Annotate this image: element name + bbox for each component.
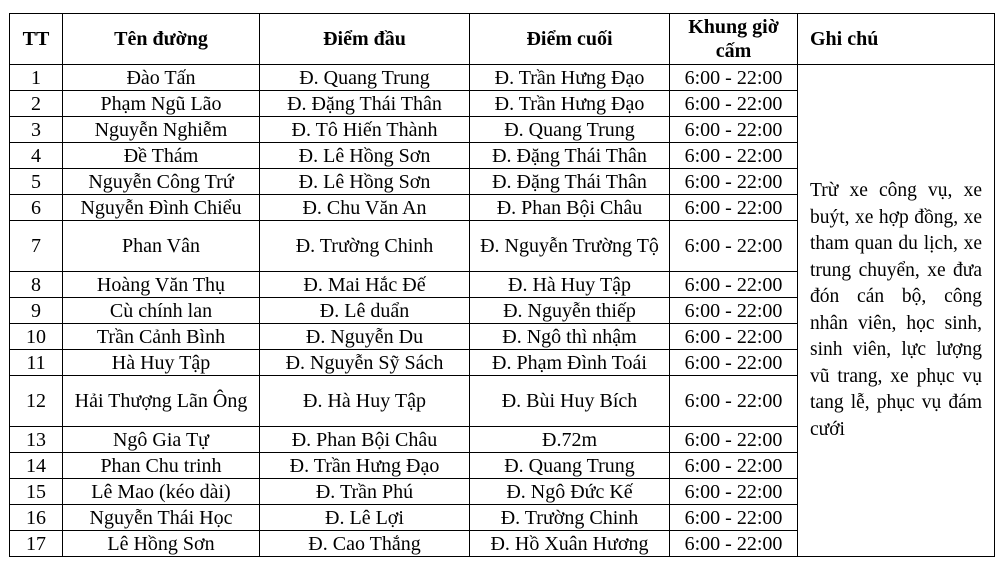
cell-end: Đ. Đặng Thái Thân <box>470 169 670 195</box>
cell-hours: 6:00 - 22:00 <box>670 298 798 324</box>
cell-start: Đ. Trần Phú <box>260 479 470 505</box>
cell-tt: 8 <box>10 272 63 298</box>
cell-end: Đ. Nguyễn thiếp <box>470 298 670 324</box>
cell-start: Đ. Chu Văn An <box>260 195 470 221</box>
header-tt: TT <box>10 14 63 65</box>
cell-tt: 6 <box>10 195 63 221</box>
cell-start: Đ. Lê Lợi <box>260 505 470 531</box>
cell-end: Đ. Bùi Huy Bích <box>470 376 670 427</box>
cell-street: Hải Thượng Lãn Ông <box>63 376 260 427</box>
cell-street: Nguyễn Nghiễm <box>63 117 260 143</box>
cell-tt: 17 <box>10 531 63 557</box>
cell-hours: 6:00 - 22:00 <box>670 143 798 169</box>
cell-street: Nguyễn Thái Học <box>63 505 260 531</box>
cell-start: Đ. Quang Trung <box>260 65 470 91</box>
cell-tt: 13 <box>10 427 63 453</box>
cell-street: Đào Tấn <box>63 65 260 91</box>
cell-end: Đ. Đặng Thái Thân <box>470 143 670 169</box>
cell-start: Đ. Trần Hưng Đạo <box>260 453 470 479</box>
cell-hours: 6:00 - 22:00 <box>670 272 798 298</box>
cell-start: Đ. Lê duẩn <box>260 298 470 324</box>
cell-hours: 6:00 - 22:00 <box>670 221 798 272</box>
cell-start: Đ. Trường Chinh <box>260 221 470 272</box>
cell-end: Đ. Trường Chinh <box>470 505 670 531</box>
cell-end: Đ. Ngô thì nhậm <box>470 324 670 350</box>
cell-end: Đ. Trần Hưng Đạo <box>470 65 670 91</box>
cell-hours: 6:00 - 22:00 <box>670 531 798 557</box>
cell-end: Đ. Quang Trung <box>470 453 670 479</box>
header-street: Tên đường <box>63 14 260 65</box>
cell-tt: 12 <box>10 376 63 427</box>
cell-start: Đ. Lê Hồng Sơn <box>260 169 470 195</box>
header-note: Ghi chú <box>798 14 995 65</box>
cell-street: Nguyễn Công Trứ <box>63 169 260 195</box>
cell-hours: 6:00 - 22:00 <box>670 195 798 221</box>
cell-hours: 6:00 - 22:00 <box>670 427 798 453</box>
cell-tt: 3 <box>10 117 63 143</box>
cell-end: Đ. Phạm Đình Toái <box>470 350 670 376</box>
cell-end: Đ.72m <box>470 427 670 453</box>
cell-end: Đ. Trần Hưng Đạo <box>470 91 670 117</box>
cell-end: Đ. Nguyễn Trường Tộ <box>470 221 670 272</box>
cell-start: Đ. Đặng Thái Thân <box>260 91 470 117</box>
cell-hours: 6:00 - 22:00 <box>670 324 798 350</box>
cell-street: Hoàng Văn Thụ <box>63 272 260 298</box>
cell-street: Đề Thám <box>63 143 260 169</box>
cell-hours: 6:00 - 22:00 <box>670 376 798 427</box>
header-end: Điểm cuối <box>470 14 670 65</box>
cell-tt: 4 <box>10 143 63 169</box>
cell-end: Đ. Hà Huy Tập <box>470 272 670 298</box>
cell-street: Nguyễn Đình Chiểu <box>63 195 260 221</box>
cell-end: Đ. Quang Trung <box>470 117 670 143</box>
cell-start: Đ. Mai Hắc Đế <box>260 272 470 298</box>
cell-start: Đ. Nguyễn Sỹ Sách <box>260 350 470 376</box>
cell-street: Phạm Ngũ Lão <box>63 91 260 117</box>
header-start: Điểm đầu <box>260 14 470 65</box>
cell-street: Hà Huy Tập <box>63 350 260 376</box>
restricted-streets-table <box>9 13 995 557</box>
cell-tt: 10 <box>10 324 63 350</box>
cell-street: Trần Cảnh Bình <box>63 324 260 350</box>
header-hours: Khung giờ cấm <box>670 14 798 65</box>
cell-tt: 16 <box>10 505 63 531</box>
cell-hours: 6:00 - 22:00 <box>670 65 798 91</box>
cell-street: Phan Chu trinh <box>63 453 260 479</box>
cell-end: Đ. Ngô Đức Kế <box>470 479 670 505</box>
cell-hours: 6:00 - 22:00 <box>670 505 798 531</box>
cell-street: Phan Vân <box>63 221 260 272</box>
cell-tt: 7 <box>10 221 63 272</box>
header-row <box>10 14 995 65</box>
cell-tt: 5 <box>10 169 63 195</box>
cell-start: Đ. Nguyễn Du <box>260 324 470 350</box>
cell-street: Cù chính lan <box>63 298 260 324</box>
cell-start: Đ. Cao Thắng <box>260 531 470 557</box>
cell-hours: 6:00 - 22:00 <box>670 169 798 195</box>
table-body <box>10 65 995 557</box>
cell-hours: 6:00 - 22:00 <box>670 479 798 505</box>
table-row <box>10 65 995 91</box>
cell-hours: 6:00 - 22:00 <box>670 91 798 117</box>
cell-end: Đ. Hồ Xuân Hương <box>470 531 670 557</box>
cell-tt: 2 <box>10 91 63 117</box>
cell-tt: 11 <box>10 350 63 376</box>
cell-start: Đ. Phan Bội Châu <box>260 427 470 453</box>
note-cell: Trừ xe công vụ, xe buýt, xe hợp đồng, xe tham quan du lịch, xe trung chuyển, xe đưa đón cán bộ, công nhân viên, học sinh, sinh viên, lực lượng vũ trang, xe phục vụ tang lễ, phục vụ đám cưới <box>798 65 995 557</box>
cell-tt: 14 <box>10 453 63 479</box>
cell-hours: 6:00 - 22:00 <box>670 117 798 143</box>
cell-start: Đ. Hà Huy Tập <box>260 376 470 427</box>
cell-tt: 9 <box>10 298 63 324</box>
cell-street: Lê Mao (kéo dài) <box>63 479 260 505</box>
cell-hours: 6:00 - 22:00 <box>670 350 798 376</box>
cell-start: Đ. Tô Hiến Thành <box>260 117 470 143</box>
cell-street: Lê Hồng Sơn <box>63 531 260 557</box>
cell-end: Đ. Phan Bội Châu <box>470 195 670 221</box>
cell-hours: 6:00 - 22:00 <box>670 453 798 479</box>
cell-start: Đ. Lê Hồng Sơn <box>260 143 470 169</box>
cell-tt: 1 <box>10 65 63 91</box>
cell-street: Ngô Gia Tự <box>63 427 260 453</box>
cell-tt: 15 <box>10 479 63 505</box>
